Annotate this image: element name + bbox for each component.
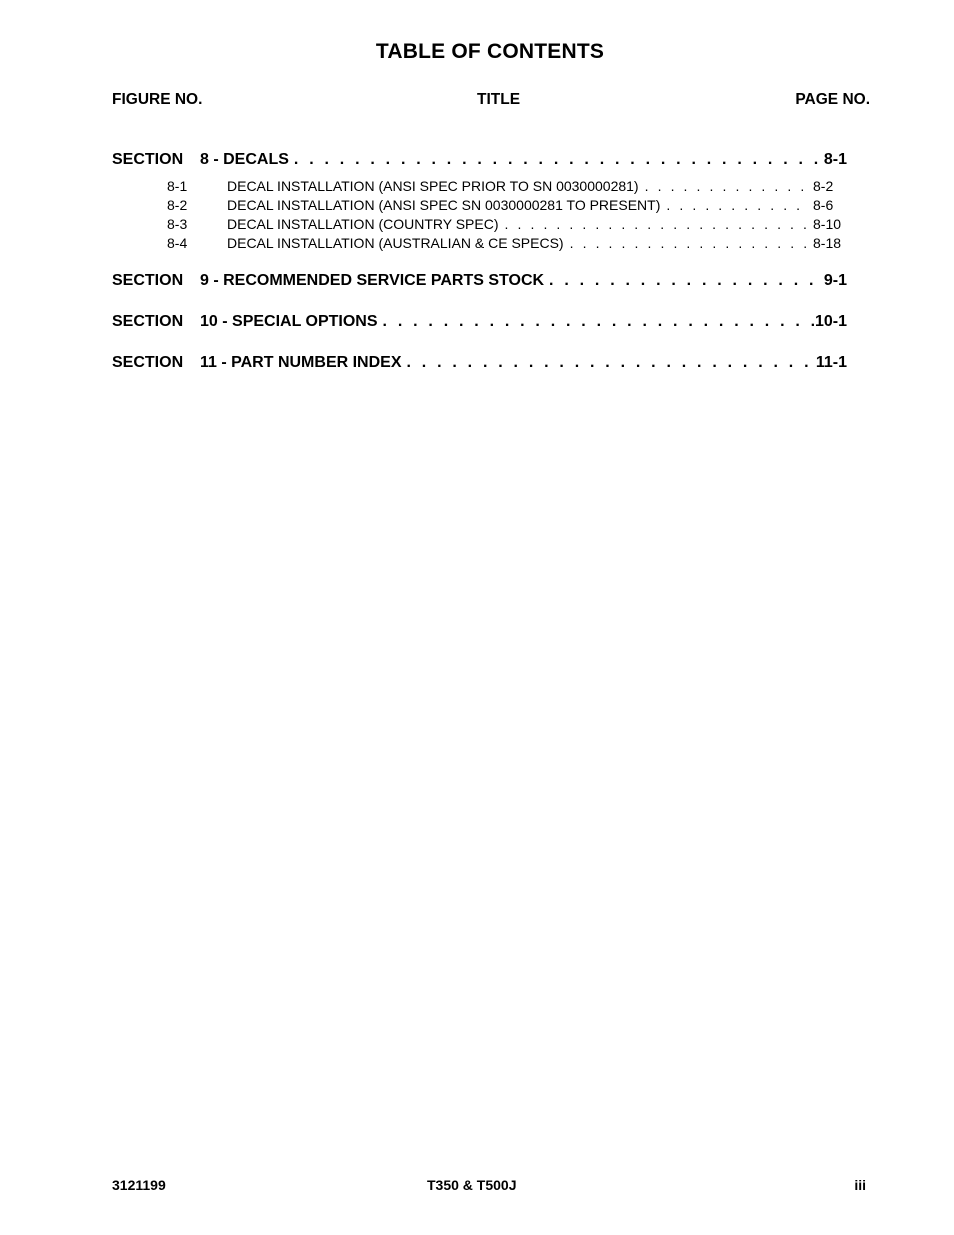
- section-title: 9 - RECOMMENDED SERVICE PARTS STOCK: [200, 272, 545, 289]
- section-title: 8 - DECALS: [200, 151, 289, 168]
- figure-page-number: 8-10: [813, 216, 842, 232]
- toc-section-11[interactable]: [112, 354, 847, 376]
- figure-page-number: 8-18: [813, 235, 842, 251]
- figure-page-number: 8-2: [813, 178, 834, 194]
- section-page-number: 9-1: [823, 272, 847, 289]
- dot-leader: [639, 178, 810, 194]
- figure-number: 8-3: [167, 216, 188, 232]
- toc-figure-8-2[interactable]: [167, 197, 844, 216]
- section-label: SECTION: [112, 151, 184, 168]
- dot-leader: [564, 235, 810, 251]
- toc-section-8[interactable]: [112, 151, 847, 173]
- figure-page-number: 8-6: [813, 197, 834, 213]
- page-title: TABLE OF CONTENTS: [375, 40, 605, 63]
- column-header-page-no: PAGE NO.: [795, 91, 870, 108]
- dot-leader: [499, 216, 811, 232]
- dot-leader: [402, 354, 816, 372]
- dot-leader: [289, 151, 824, 169]
- footer-page-number: iii: [854, 1177, 866, 1193]
- figure-title: DECAL INSTALLATION (ANSI SPEC PRIOR TO SN 0030000281): [227, 178, 639, 194]
- footer-document-number: 3121199: [112, 1177, 166, 1193]
- column-header-title: TITLE: [477, 91, 521, 108]
- toc-figure-8-1[interactable]: [167, 178, 844, 197]
- figure-number: 8-1: [167, 178, 188, 194]
- section-page-number: 10-1: [814, 313, 847, 330]
- toc-section-9[interactable]: [112, 272, 847, 294]
- figure-number: 8-2: [167, 197, 188, 213]
- section-title: 10 - SPECIAL OPTIONS: [200, 313, 378, 330]
- dot-leader: [378, 313, 815, 331]
- section-page-number: 11-1: [815, 354, 847, 371]
- figure-title: DECAL INSTALLATION (COUNTRY SPEC): [227, 216, 499, 232]
- section-label: SECTION: [112, 272, 184, 289]
- toc-section-10[interactable]: [112, 313, 847, 335]
- section-label: SECTION: [112, 313, 184, 330]
- figure-number: 8-4: [167, 235, 188, 251]
- figure-title: DECAL INSTALLATION (AUSTRALIAN & CE SPECS): [227, 235, 564, 251]
- dot-leader: [544, 272, 824, 290]
- footer-model: T350 & T500J: [427, 1177, 517, 1193]
- toc-figure-8-3[interactable]: [167, 216, 844, 235]
- section-title: 11 - PART NUMBER INDEX: [200, 354, 402, 371]
- column-header-figure-no: FIGURE NO.: [112, 91, 203, 108]
- toc-figure-8-4[interactable]: [167, 235, 844, 254]
- section-label: SECTION: [112, 354, 184, 371]
- section-page-number: 8-1: [823, 151, 847, 168]
- dot-leader: [660, 197, 810, 213]
- figure-title: DECAL INSTALLATION (ANSI SPEC SN 0030000281 TO PRESENT): [227, 197, 661, 213]
